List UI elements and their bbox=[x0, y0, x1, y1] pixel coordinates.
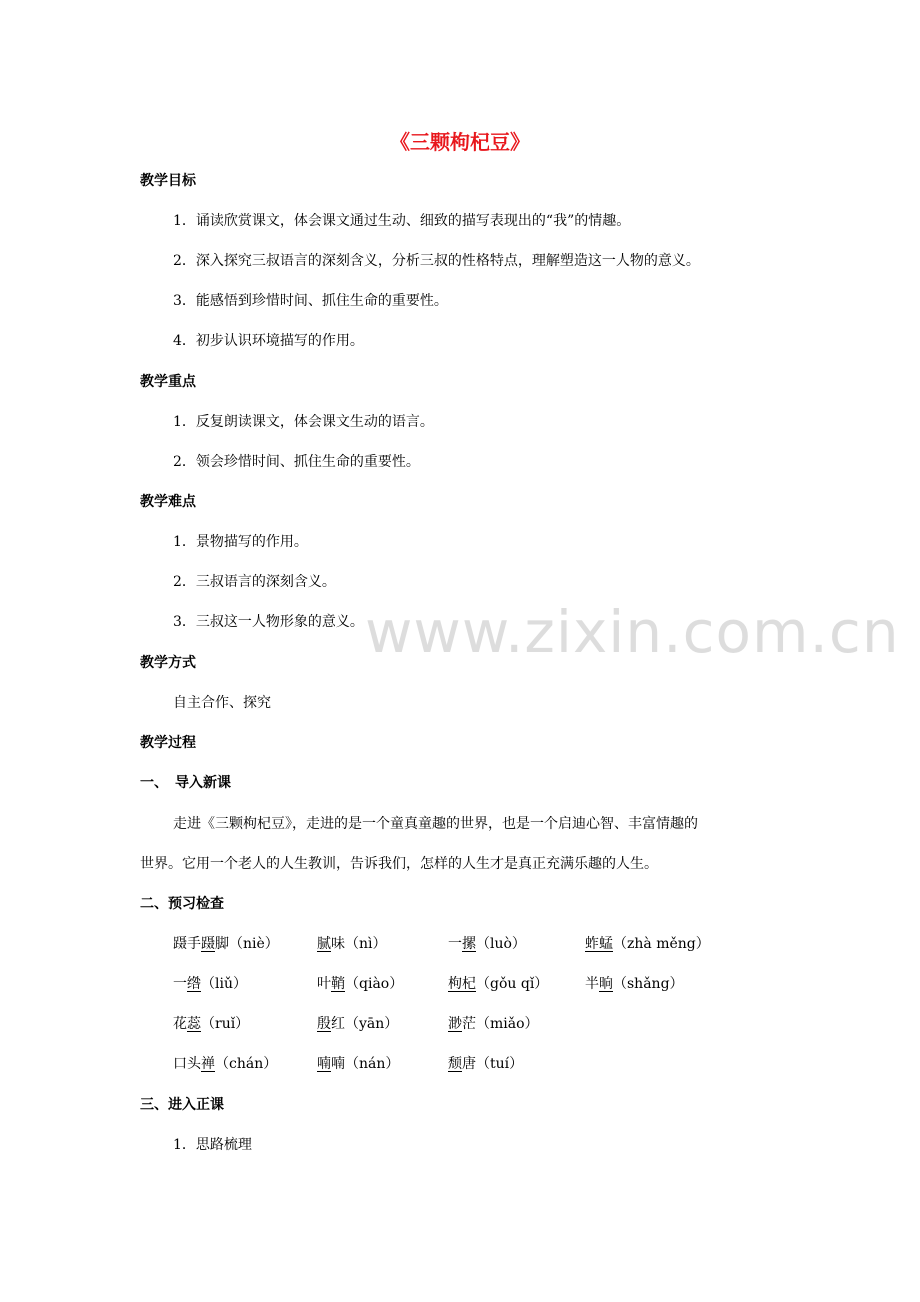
section-intro-heading: 一、 导入新课 bbox=[140, 775, 231, 791]
vocab-item bbox=[448, 1054, 523, 1074]
vocab-underlined-char: 鞘 bbox=[331, 976, 345, 992]
vocab-item bbox=[448, 1014, 539, 1034]
vocab-prefix: 半 bbox=[585, 976, 599, 992]
vocab-item bbox=[448, 934, 526, 954]
section-lesson-heading: 三、进入正课 bbox=[140, 1097, 224, 1113]
vocab-suffix-pinyin: （ruǐ） bbox=[201, 1016, 250, 1032]
goal-item: 3．能感悟到珍惜时间、抓住生命的重要性。 bbox=[173, 293, 448, 309]
vocab-suffix-pinyin: 茫（miǎo） bbox=[462, 1016, 539, 1032]
vocab-prefix: 蹑手 bbox=[173, 936, 201, 952]
vocab-item bbox=[317, 1014, 398, 1034]
vocab-item bbox=[585, 934, 710, 954]
vocab-suffix-pinyin: （chán） bbox=[215, 1056, 278, 1072]
difficulty-item: 1．景物描写的作用。 bbox=[173, 534, 308, 550]
vocab-underlined-char: 蚱蜢 bbox=[585, 936, 613, 952]
lesson-item: 1．思路梳理 bbox=[173, 1137, 252, 1153]
goal-item: 4．初步认识环境描写的作用。 bbox=[173, 333, 364, 349]
vocab-item bbox=[173, 974, 247, 994]
vocab-underlined-char: 摞 bbox=[462, 936, 476, 952]
difficulties-heading: 教学难点 bbox=[140, 494, 196, 510]
vocab-suffix-pinyin: （qiào） bbox=[345, 976, 404, 992]
key-points-heading: 教学重点 bbox=[140, 374, 196, 390]
vocab-item bbox=[317, 1054, 399, 1074]
vocab-prefix: 花 bbox=[173, 1016, 187, 1032]
vocab-underlined-char: 枸杞 bbox=[448, 976, 476, 992]
vocab-underlined-char: 殷 bbox=[317, 1016, 331, 1032]
vocab-suffix-pinyin: （liǔ） bbox=[201, 976, 247, 992]
goal-item: 1．诵读欣赏课文，体会课文通过生动、细致的描写表现出的“我”的情趣。 bbox=[173, 213, 631, 229]
method-heading: 教学方式 bbox=[140, 655, 196, 671]
vocab-suffix-pinyin: （shǎng） bbox=[613, 976, 684, 992]
vocab-item bbox=[173, 1054, 277, 1074]
vocab-prefix: 一 bbox=[448, 936, 462, 952]
vocab-underlined-char: 绺 bbox=[187, 976, 201, 992]
difficulty-item: 2．三叔语言的深刻含义。 bbox=[173, 574, 336, 590]
vocab-item bbox=[317, 974, 403, 994]
vocab-item bbox=[448, 974, 548, 994]
vocab-prefix: 一 bbox=[173, 976, 187, 992]
vocab-suffix-pinyin: 红（yān） bbox=[331, 1016, 399, 1032]
vocab-underlined-char: 蹑 bbox=[201, 936, 215, 952]
vocab-suffix-pinyin: 喃（nán） bbox=[331, 1056, 400, 1072]
vocab-suffix-pinyin: 脚（niè） bbox=[215, 936, 279, 952]
intro-paragraph-line: 世界。它用一个老人的人生教训，告诉我们，怎样的人生才是真正充满乐趣的人生。 bbox=[140, 856, 658, 872]
vocab-underlined-char: 晌 bbox=[599, 976, 613, 992]
vocab-item bbox=[317, 934, 387, 954]
vocab-suffix-pinyin: 唐（tuí） bbox=[462, 1056, 524, 1072]
vocab-underlined-char: 喃 bbox=[317, 1056, 331, 1072]
vocab-underlined-char: 蕊 bbox=[187, 1016, 201, 1032]
key-point-item: 1．反复朗读课文，体会课文生动的语言。 bbox=[173, 414, 434, 430]
watermark: www.zixin.com.cn bbox=[365, 598, 900, 666]
method-text: 自主合作、探究 bbox=[173, 695, 271, 711]
vocab-suffix-pinyin: （zhà měng） bbox=[613, 936, 710, 952]
vocab-suffix-pinyin: （luò） bbox=[476, 936, 526, 952]
section-preview-heading: 二、预习检查 bbox=[140, 896, 224, 912]
document-title: 《三颗枸杞豆》 bbox=[390, 130, 530, 154]
intro-paragraph-line: 走进《三颗枸杞豆》，走进的是一个童真童趣的世界，也是一个启迪心智、丰富情趣的 bbox=[173, 816, 698, 832]
vocab-item bbox=[585, 974, 684, 994]
difficulty-item: 3．三叔这一人物形象的意义。 bbox=[173, 614, 364, 630]
key-point-item: 2．领会珍惜时间、抓住生命的重要性。 bbox=[173, 454, 420, 470]
vocab-suffix-pinyin: （gǒu qǐ） bbox=[476, 976, 549, 992]
vocab-underlined-char: 禅 bbox=[201, 1056, 215, 1072]
goals-heading: 教学目标 bbox=[140, 173, 196, 189]
vocab-underlined-char: 颓 bbox=[448, 1056, 462, 1072]
process-heading: 教学过程 bbox=[140, 735, 196, 751]
vocab-prefix: 口头 bbox=[173, 1056, 201, 1072]
vocab-prefix: 叶 bbox=[317, 976, 331, 992]
vocab-underlined-char: 腻 bbox=[317, 936, 331, 952]
vocab-item bbox=[173, 934, 279, 954]
vocab-item bbox=[173, 1014, 249, 1034]
goal-item: 2．深入探究三叔语言的深刻含义，分析三叔的性格特点，理解塑造这一人物的意义。 bbox=[173, 253, 700, 269]
vocab-underlined-char: 渺 bbox=[448, 1016, 462, 1032]
vocab-suffix-pinyin: 味（nì） bbox=[331, 936, 387, 952]
